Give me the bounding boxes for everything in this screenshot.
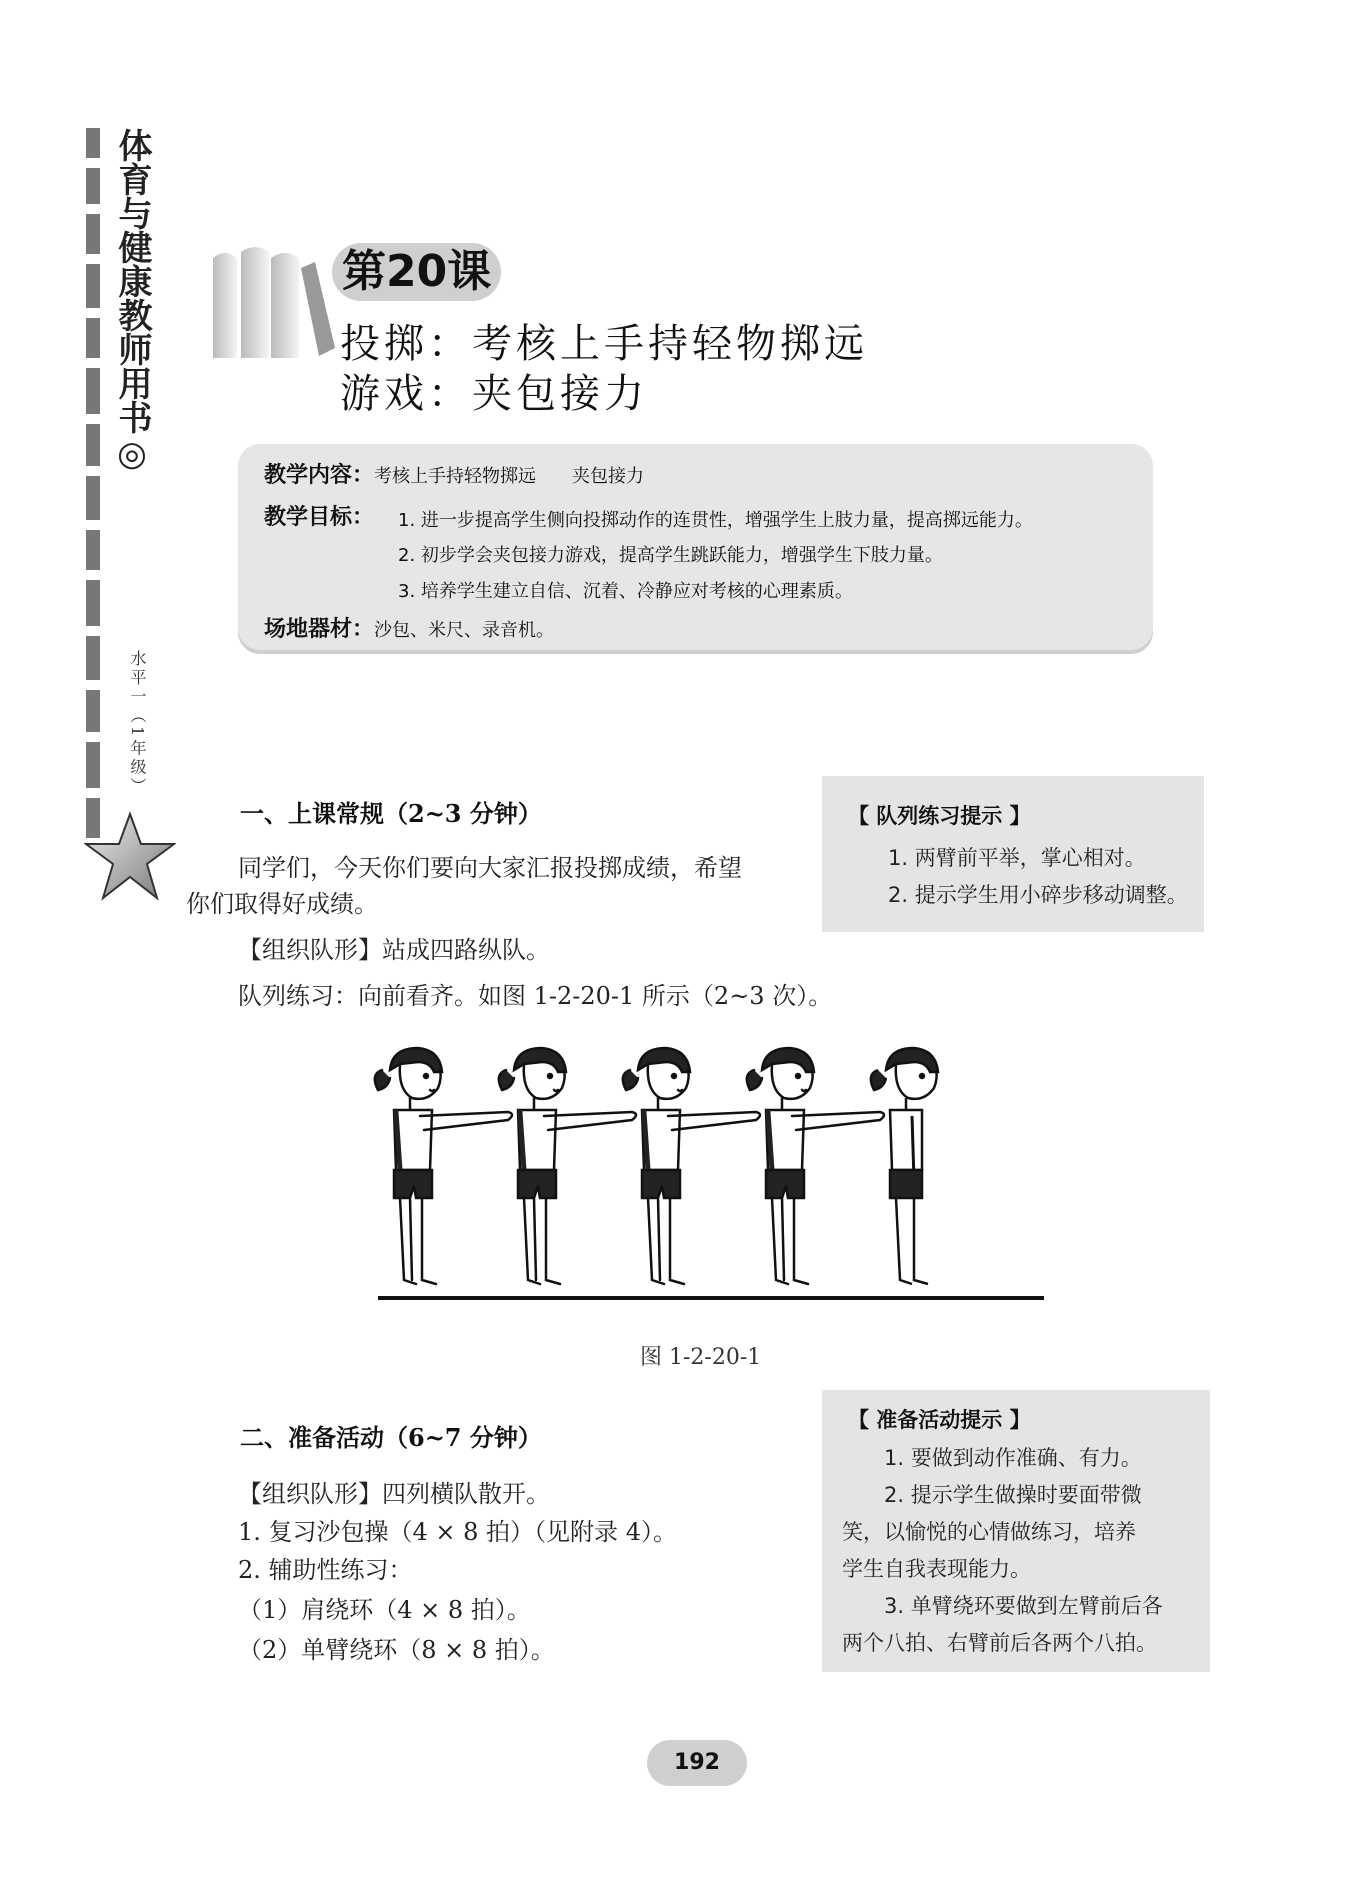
warmup-tip-line-3: 笑，以愉悦的心情做练习，培养 bbox=[842, 1520, 1136, 1544]
page-number: 192 bbox=[647, 1740, 747, 1786]
section1-para-text1: 同学们，今天你们要向大家汇报投掷成绩，希望 bbox=[238, 854, 742, 882]
teaching-content-label: 教学内容： bbox=[264, 463, 375, 488]
section2-line-5: （2）单臂绕环（8 × 8 拍）。 bbox=[238, 1636, 555, 1664]
figure-caption: 图 1-2-20-1 bbox=[640, 1345, 762, 1370]
queue-tip-title: 【 队列练习提示 】 bbox=[848, 804, 1031, 828]
queue-tip-item-2: 2. 提示学生用小碎步移动调整。 bbox=[888, 883, 1188, 907]
warmup-tip-line-2: 2. 提示学生做操时要面带微 bbox=[842, 1483, 1142, 1507]
teaching-goals-label: 教学目标： bbox=[264, 505, 375, 530]
books-icon bbox=[205, 238, 335, 363]
equipment-label: 场地器材： bbox=[264, 617, 375, 642]
lesson-number: 第20课 bbox=[332, 243, 501, 301]
section2-line-3: 2. 辅助性练习： bbox=[238, 1556, 413, 1584]
section1-heading: 一、上课常规（2~3 分钟） bbox=[240, 799, 542, 828]
teaching-goals-label-row bbox=[264, 500, 374, 531]
book-title: 体育与健康教师用书◎ bbox=[112, 128, 152, 474]
lesson-subtitle-throw: 投掷：考核上手持轻物掷远 bbox=[340, 321, 868, 367]
section2-line-1: 【组织队形】四列横队散开。 bbox=[238, 1480, 550, 1508]
section2-heading: 二、准备活动（6~7 分钟） bbox=[240, 1423, 542, 1452]
figure-children-arms-forward bbox=[360, 1040, 1060, 1310]
teaching-goal-3: 3. 培养学生建立自信、沉着、冷静应对考核的心理素质。 bbox=[398, 581, 853, 602]
lesson-subtitle-game: 游戏：夹包接力 bbox=[340, 371, 648, 417]
equipment-row bbox=[264, 612, 554, 643]
teaching-content-row bbox=[264, 458, 644, 489]
child-figure-standing bbox=[871, 1048, 938, 1284]
warmup-tip-line-6: 两个八拍、右臂前后各两个八拍。 bbox=[842, 1631, 1157, 1655]
section2-line-4: （1）肩绕环（4 × 8 拍）。 bbox=[238, 1596, 531, 1624]
queue-tip-item-1: 1. 两臂前平举，掌心相对。 bbox=[888, 846, 1146, 870]
warmup-tip-title: 【 准备活动提示 】 bbox=[848, 1408, 1031, 1432]
warmup-tip-line-4: 学生自我表现能力。 bbox=[842, 1557, 1031, 1581]
section1-formation: 【组织队形】站成四路纵队。 bbox=[238, 936, 550, 964]
section1-drill: 队列练习：向前看齐。如图 1-2-20-1 所示（2~3 次）。 bbox=[238, 982, 833, 1010]
teaching-goal-1: 1. 进一步提高学生侧向投掷动作的连贯性，增强学生上肢力量，提高掷远能力。 bbox=[398, 510, 1033, 531]
teaching-goal-2: 2. 初步学会夹包接力游戏，提高学生跳跃能力，增强学生下肢力量。 bbox=[398, 545, 943, 566]
equipment-text: 沙包、米尺、录音机。 bbox=[374, 620, 555, 641]
warmup-tip-line-1: 1. 要做到动作准确、有力。 bbox=[842, 1446, 1142, 1470]
section2-line-2: 1. 复习沙包操（4 × 8 拍）（见附录 4）。 bbox=[238, 1518, 677, 1546]
child-figure bbox=[375, 1048, 512, 1284]
star-icon bbox=[84, 810, 176, 902]
teaching-content-text: 考核上手持轻物掷远 夹包接力 bbox=[374, 466, 645, 487]
grade-level: 水平一（1年级） bbox=[128, 650, 147, 797]
section1-para-line2: 你们取得好成绩。 bbox=[186, 890, 378, 918]
warmup-tip-line-5: 3. 单臂绕环要做到左臂前后各 bbox=[842, 1594, 1163, 1618]
section1-para-line1 bbox=[238, 850, 742, 886]
